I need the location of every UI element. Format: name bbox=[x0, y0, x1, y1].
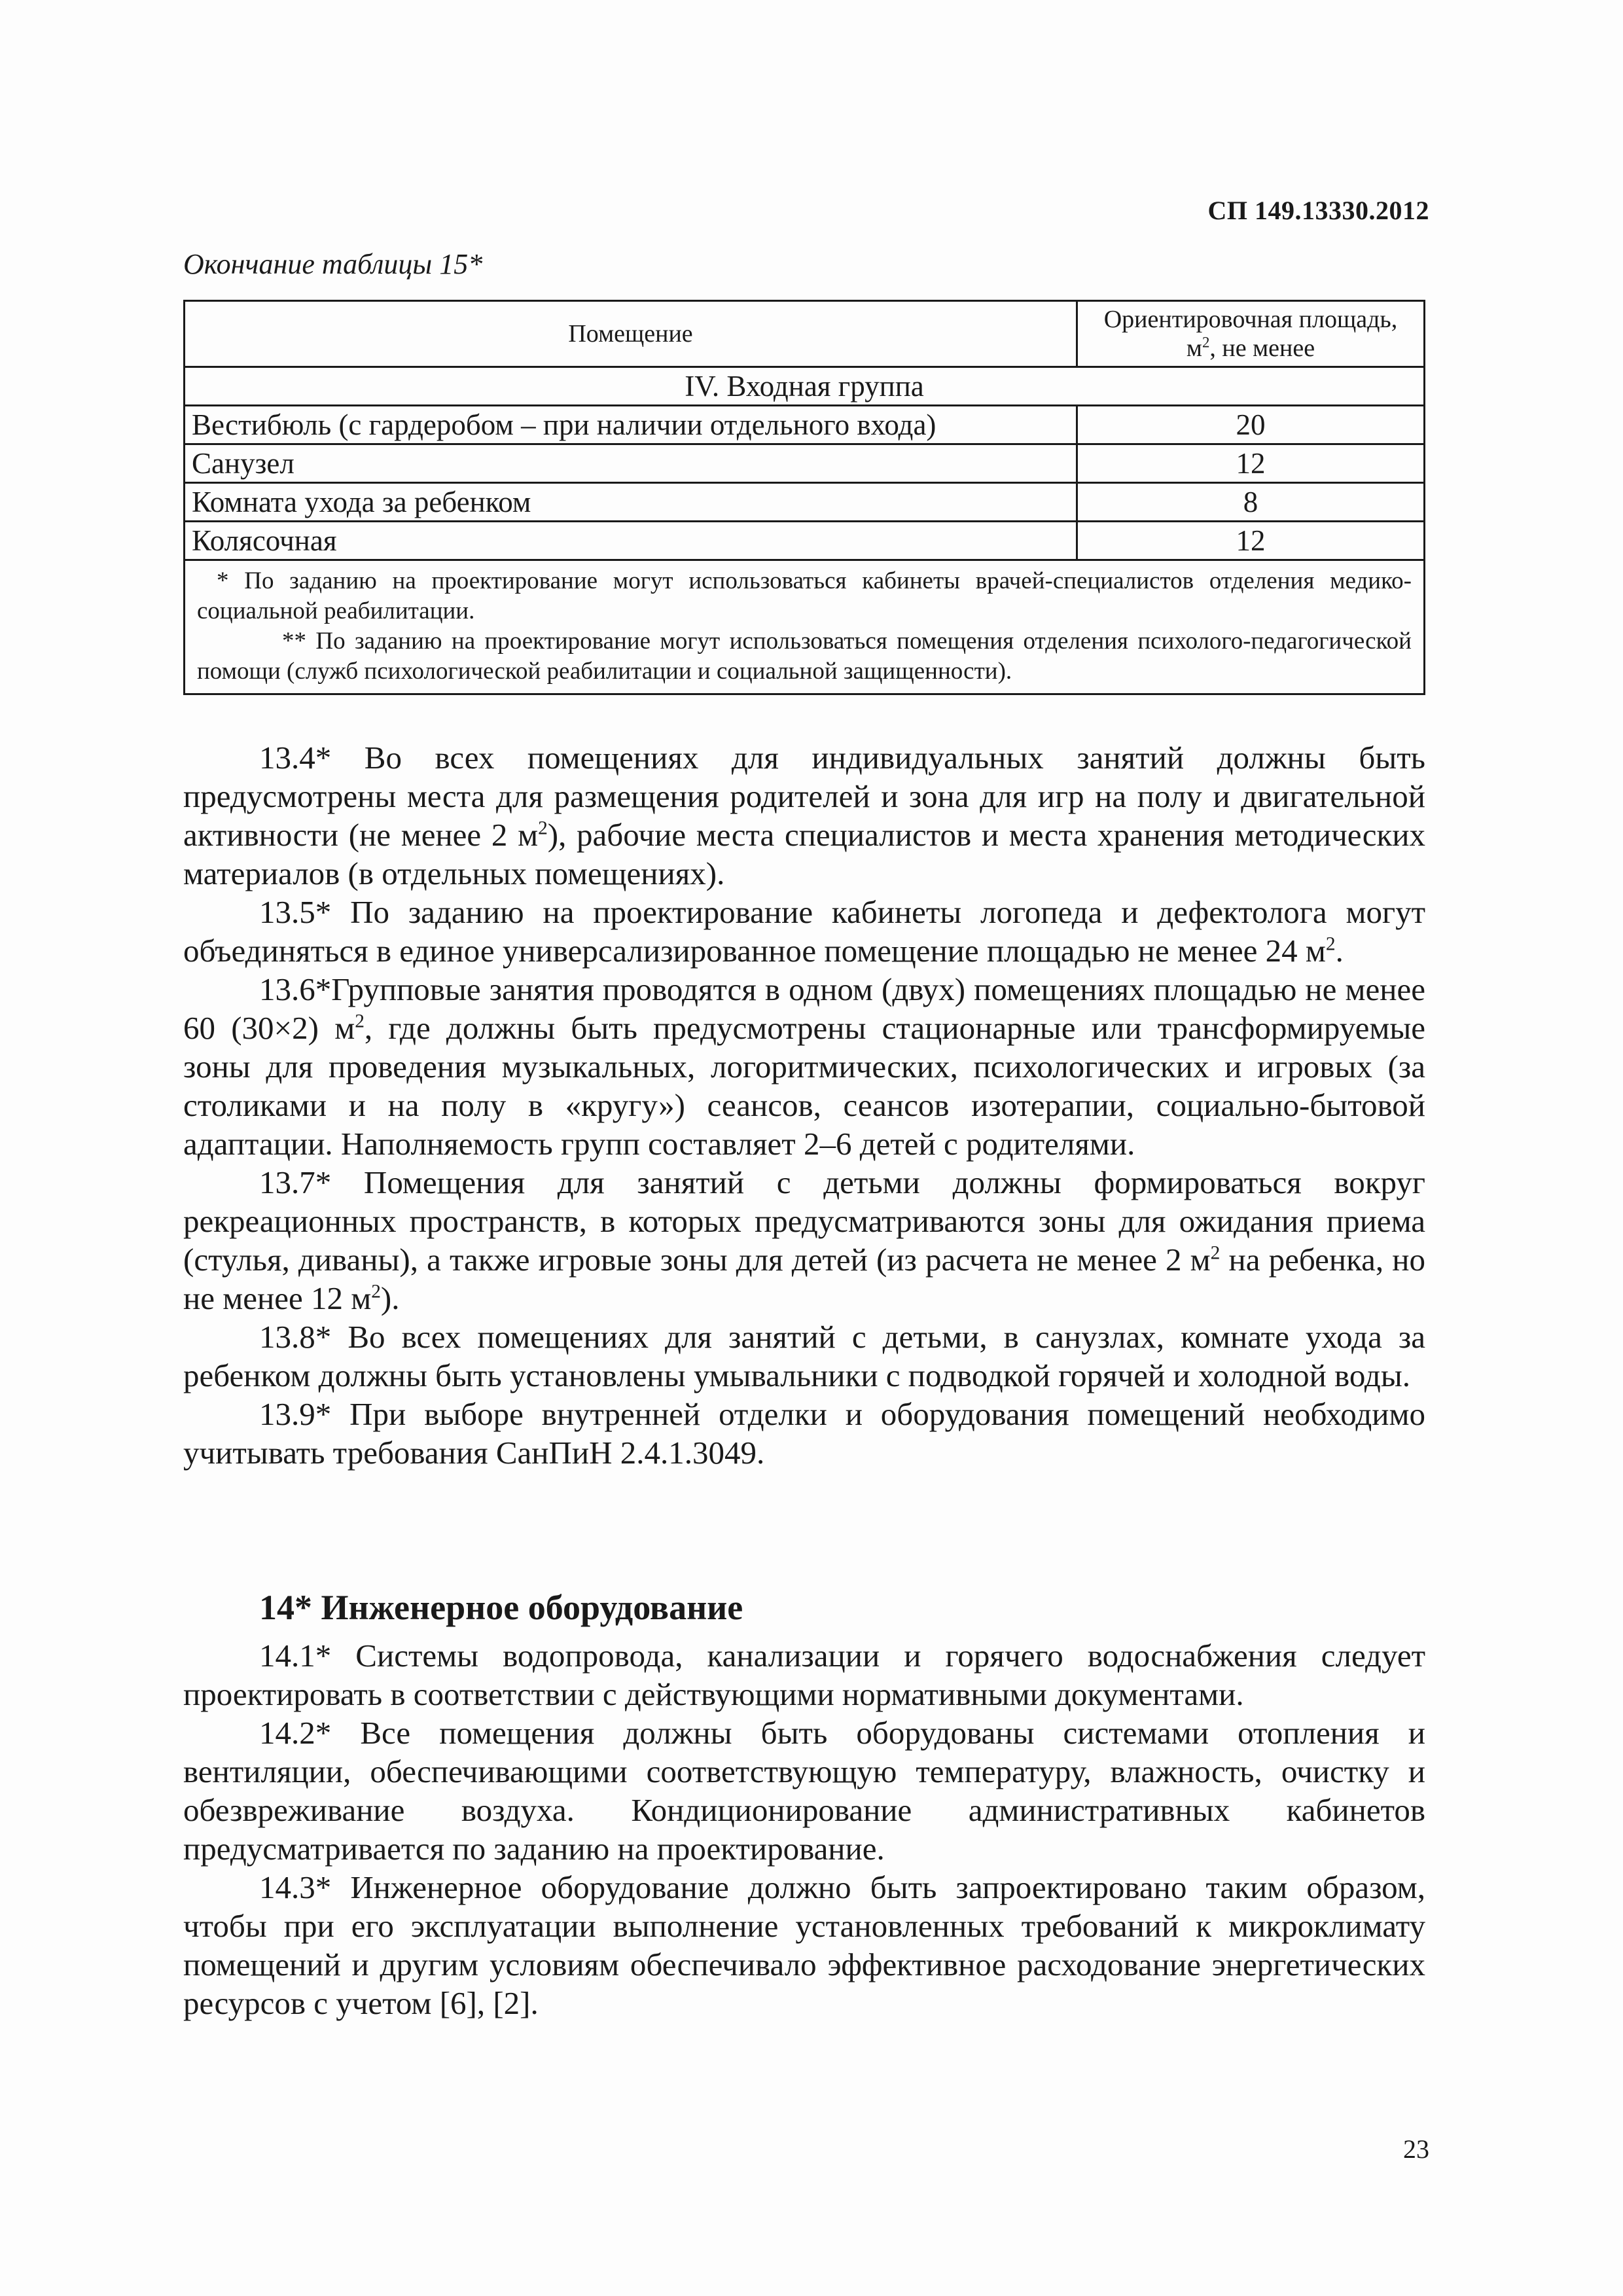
paragraph-13-8: 13.8* Во всех помещениях для занятий с детьми, в санузлах, комнате ухода за ребенком должны быть установлены умывальники с подводкой горячей и холодной воды. bbox=[183, 1319, 1425, 1393]
area-header-rest: , не менее bbox=[1209, 334, 1315, 362]
superscript: 2 bbox=[371, 1281, 381, 1302]
column-header-room: Помещение bbox=[185, 301, 1077, 367]
table-row bbox=[185, 406, 1425, 444]
superscript: 2 bbox=[1325, 933, 1336, 955]
text-run: 13.7* Помещения для занятий с детьми должны формироваться вокруг рекреационных пространств, в которых предусматриваются зоны для ожидания приема (стулья, диваны), а также игровые зоны для детей (из расчета не менее 2 м bbox=[183, 1164, 1425, 1278]
text-run: ), рабочие места специалистов и места хранения методических материалов (в отдельных помещениях). bbox=[183, 817, 1425, 891]
table-notes-row bbox=[185, 560, 1425, 694]
area-cell: 20 bbox=[1077, 406, 1425, 444]
column-header-area bbox=[1077, 301, 1425, 367]
paragraph-14-2: 14.2* Все помещения должны быть оборудованы системами отопления и вентиляции, обеспечивающими соответствующую температуру, влажность, очистку и обезвреживание воздуха. Кондиционирование административных кабинетов предусматривается по заданию на проектирование. bbox=[183, 1715, 1425, 1867]
room-cell: Санузел bbox=[185, 444, 1077, 483]
area-header-line1: Ориентировочная площадь, bbox=[1103, 306, 1398, 333]
area-header-unit-sup: 2 bbox=[1202, 334, 1210, 351]
paragraph-13-4 bbox=[183, 738, 1425, 893]
area-cell: 12 bbox=[1077, 522, 1425, 560]
room-cell: Колясочная bbox=[185, 522, 1077, 560]
area-cell: 8 bbox=[1077, 483, 1425, 522]
room-cell: Вестибюль (с гардеробом – при наличии отдельного входа) bbox=[185, 406, 1077, 444]
text-run: 13.6*Групповые занятия проводятся в одном (двух) помещениях площадью не менее 60 (30×2) м bbox=[183, 971, 1425, 1046]
section-14-heading: 14* Инженерное оборудование bbox=[259, 1588, 743, 1627]
paragraph-14-3: 14.3* Инженерное оборудование должно быть запроектировано таким образом, чтобы при его эксплуатации выполнение установленных требований к микроклимату помещений и другим условиям обеспечивало эффективное расходование энергетических ресурсов с учетом [6], [2]. bbox=[183, 1869, 1425, 2021]
table-row bbox=[185, 444, 1425, 483]
table-notes bbox=[185, 560, 1425, 694]
text-run: на ребенка, но не менее 12 м bbox=[183, 1242, 1425, 1316]
table-section-row bbox=[185, 367, 1425, 406]
table-row bbox=[185, 522, 1425, 560]
text-run: 13.4* Во всех помещениях для индивидуальных занятий должны быть предусмотрены места для размещения родителей и зона для игр на полу и двигательной активности (не менее 2 м bbox=[183, 740, 1425, 853]
table-container bbox=[183, 300, 1425, 695]
superscript: 2 bbox=[355, 1011, 365, 1032]
text-run: . bbox=[1335, 933, 1344, 969]
superscript: 2 bbox=[1210, 1242, 1221, 1264]
superscript: 2 bbox=[538, 817, 548, 839]
paragraph-13-9: 13.9* При выборе внутренней отделки и оборудования помещений необходимо учитывать требования СанПиН 2.4.1.3049. bbox=[183, 1396, 1425, 1471]
paragraph-14-1: 14.1* Системы водопровода, канализации и горячего водоснабжения следует проектировать в соответствии с действующими нормативными документами. bbox=[183, 1638, 1425, 1712]
section-14-paragraphs bbox=[183, 1636, 1425, 2022]
area-cell: 12 bbox=[1077, 444, 1425, 483]
table-row bbox=[185, 483, 1425, 522]
table-note-1: * По заданию на проектирование могут использоваться кабинеты врачей-специалистов отделения медико-социальной реабилитации. bbox=[197, 567, 1412, 624]
table-header-row bbox=[185, 301, 1425, 367]
rooms-area-table bbox=[183, 300, 1425, 695]
document-code: СП 149.13330.2012 bbox=[1207, 196, 1429, 225]
text-run: , где должны быть предусмотрены стационарные или трансформируемые зоны для проведения музыкальных, логоритмических, психологических и игровых (за столиками и на полу в «кругу») сеансов, сеансов изотерапии, социально-бытовой адаптации. Наполняемость групп составляет 2–6 детей с родителями. bbox=[183, 1010, 1426, 1162]
paragraph-13-5 bbox=[183, 893, 1425, 970]
section-title: IV. Входная группа bbox=[185, 367, 1425, 406]
section-13-paragraphs bbox=[183, 738, 1425, 1472]
text-run: ). bbox=[380, 1280, 400, 1316]
paragraph-13-7 bbox=[183, 1163, 1425, 1318]
page-number: 23 bbox=[1403, 2134, 1429, 2164]
room-cell: Комната ухода за ребенком bbox=[185, 483, 1077, 522]
table-caption: Окончание таблицы 15* bbox=[183, 248, 483, 280]
paragraph-13-6 bbox=[183, 970, 1425, 1163]
area-header-unit: м bbox=[1186, 334, 1202, 362]
table-note-2: ** По заданию на проектирование могут использоваться помещения отделения психолого-педагогической помощи (служб психологической реабилитации и социальной защищенности). bbox=[197, 628, 1412, 685]
text-run: 13.5* По заданию на проектирование кабинеты логопеда и дефектолога могут объединяться в единое универсализированное помещение площадью не менее 24 м bbox=[183, 894, 1425, 969]
